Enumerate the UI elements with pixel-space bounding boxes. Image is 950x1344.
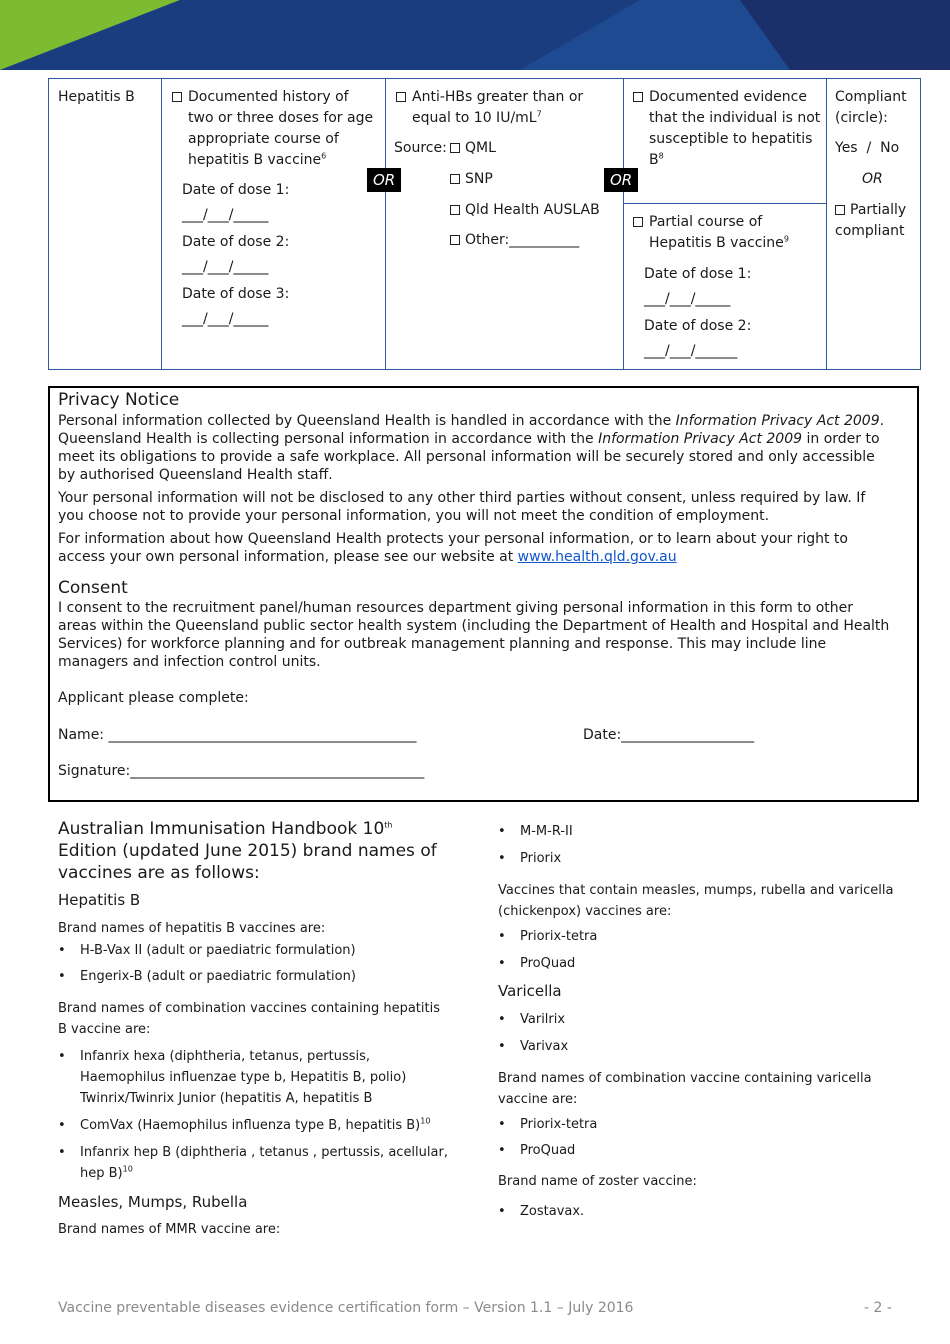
table-divider (385, 79, 386, 369)
list-item: • Infanrix hexa (diphtheria, tetanus, pertussis, Haemophilus influenzae type b, Hepatitis B, polio) Twinrix/Twinrix Junior (hepatitis A, hepatitis B (58, 1046, 448, 1109)
zoster-list (498, 1202, 898, 1221)
varicella-combo-list (498, 1115, 898, 1160)
privacy-text: . Queensland Health is collecting personal information in accordance with the (58, 413, 885, 447)
privacy-text: in order to meet its obligations to provide a safe workplace. All personal information will be securely stored and only accessible by authorised Queensland Health staff. (58, 431, 880, 483)
list-item-text: ComVax (Haemophilus influenza type B, hepatitis B) (80, 1118, 421, 1133)
dose3-label: Date of dose 3: (182, 286, 290, 302)
list-item-ref: 10 (420, 1116, 431, 1126)
footer-text: Vaccine preventable diseases evidence certification form – Version 1.1 – July 2016 (58, 1300, 634, 1316)
mmr-heading: Measles, Mumps, Rubella (58, 1193, 248, 1211)
mmr-intro: Brand names of MMR vaccine are: (58, 1222, 281, 1237)
history-text: Documented history of two or three doses for age appropriate course of hepatitis B vaccine (188, 89, 374, 168)
list-item: • Priorix-tetra (498, 1115, 898, 1134)
combo-intro: Brand names of combination vaccines containing hepatitis B vaccine are: (58, 1001, 441, 1037)
list-item: • Varilrix (498, 1010, 898, 1029)
partial-dose2-date-field[interactable]: ___/___/______ (644, 343, 738, 359)
partial-course-text: Partial course of Hepatitis B vaccine (649, 214, 784, 251)
other-checkbox[interactable] (450, 235, 460, 245)
varicella-list (498, 1010, 898, 1056)
partial-course-option[interactable] (633, 212, 821, 254)
or-label-2: OR (604, 168, 638, 192)
list-item (58, 1142, 448, 1184)
header-banner (0, 0, 950, 70)
date-field[interactable]: Date:___________________ (583, 727, 755, 743)
source-qml[interactable] (450, 138, 496, 159)
table-divider (161, 79, 162, 369)
privacy-paragraph-2: Your personal information will not be disclosed to any other third parties without consent, unless required by law. If you choose not to provide your personal information, you will not meet the condition of employment. (58, 490, 866, 524)
privacy-text: Personal information collected by Queensland Health is handled in accordance with the (58, 413, 676, 429)
partial-course-ref: 9 (783, 234, 789, 244)
source-other[interactable] (450, 230, 579, 251)
dose2-date-field[interactable]: ___/___/_____ (182, 259, 269, 275)
mmrv-intro: Vaccines that contain measles, mumps, rubella and varicella (chickenpox) vaccines are: (498, 883, 894, 919)
hepb-intro: Brand names of hepatitis B vaccines are: (58, 921, 326, 936)
dose1-date-field[interactable]: ___/___/_____ (182, 207, 269, 223)
partial-dose2-label: Date of dose 2: (644, 318, 752, 334)
privacy-paragraph-3 (58, 530, 894, 566)
partial-dose1-label: Date of dose 1: (644, 266, 752, 282)
dose2-label: Date of dose 2: (182, 234, 290, 250)
dose3-date-field[interactable]: ___/___/_____ (182, 311, 269, 327)
history-ref: 6 (321, 151, 327, 161)
mmr-list (498, 822, 898, 868)
act-name: Information Privacy Act 2009 (598, 431, 803, 447)
history-checkbox[interactable] (172, 92, 182, 102)
source-auslab[interactable] (450, 200, 600, 221)
hepb-list (58, 941, 448, 986)
mmrv-list (498, 927, 898, 973)
auslab-checkbox[interactable] (450, 205, 460, 215)
not-susceptible-checkbox[interactable] (633, 92, 643, 102)
partially-compliant-checkbox[interactable] (835, 205, 845, 215)
consent-heading: Consent (58, 578, 128, 598)
health-website-link[interactable]: www.health.qld.gov.au (517, 549, 677, 565)
list-item-text: Infanrix hep B (diphtheria , tetanus , pertussis, acellular, hep B) (80, 1145, 448, 1181)
not-susceptible-option[interactable] (633, 87, 821, 171)
antibody-ref: 7 (536, 109, 542, 119)
list-item: • Priorix-tetra (498, 927, 898, 946)
qml-label: QML (465, 140, 496, 156)
handbook-heading-text: Australian Immunisation Handbook 10 (58, 819, 385, 839)
source-snp[interactable] (450, 169, 493, 190)
handbook-heading (58, 818, 448, 884)
privacy-section (58, 390, 894, 671)
source-label: Source: (394, 140, 447, 156)
list-item (58, 1115, 448, 1136)
other-label[interactable]: Other:__________ (465, 232, 580, 248)
snp-checkbox[interactable] (450, 174, 460, 184)
qml-checkbox[interactable] (450, 143, 460, 153)
dose1-label: Date of dose 1: (182, 182, 290, 198)
row-label: Hepatitis B (58, 89, 135, 105)
or-label-1: OR (367, 168, 401, 192)
privacy-paragraph-1 (58, 412, 894, 484)
not-susceptible-text: Documented evidence that the individual is not susceptible to hepatitis B (649, 89, 821, 168)
partial-course-checkbox[interactable] (633, 217, 643, 227)
list-item: • ProQuad (498, 1141, 898, 1160)
list-item: • H-B-Vax II (adult or paediatric formulation) (58, 941, 448, 960)
history-option[interactable] (172, 87, 377, 171)
combo-list (58, 1046, 448, 1184)
list-item: • M-M-R-II (498, 822, 898, 841)
hepb-heading: Hepatitis B (58, 891, 141, 909)
list-item: • Zostavax. (498, 1202, 898, 1221)
handbook-right-column (498, 822, 898, 1221)
table-divider (623, 79, 624, 369)
list-item: • Varivax (498, 1037, 898, 1056)
varicella-combo-intro: Brand names of combination vaccine containing varicella vaccine are: (498, 1071, 872, 1107)
list-item: • Priorix (498, 849, 898, 868)
page-number: - 2 - (864, 1300, 892, 1316)
zoster-intro: Brand name of zoster vaccine: (498, 1174, 697, 1189)
compliant-or: OR (862, 171, 883, 187)
not-susceptible-ref: 8 (658, 151, 664, 161)
partial-dose1-date-field[interactable]: ___/___/_____ (644, 291, 731, 307)
handbook-heading-sup: th (384, 820, 393, 830)
table-divider (826, 79, 827, 369)
handbook-heading-text: Edition (updated June 2015) brand names of vaccines are as follows: (58, 841, 437, 883)
list-item: • Engerix-B (adult or paediatric formulation) (58, 967, 448, 986)
varicella-heading: Varicella (498, 982, 562, 1000)
act-name: Information Privacy Act 2009 (675, 413, 880, 429)
handbook-left-column (58, 818, 448, 1239)
privacy-text: For information about how Queensland Health protects your personal information, or to learn about your right to access your own personal information, please see our website at (58, 531, 848, 565)
partially-compliant-text: Partially compliant (835, 202, 907, 239)
applicant-instruction: Applicant please complete: (58, 690, 249, 706)
consent-text: I consent to the recruitment panel/human resources department giving personal information in this form to other areas within the Queensland public sector health system (including the Department of Health and Hospital and Health Services) for workforce planning and for outbreak management planning and response. This may include line managers and infection control units. (58, 600, 890, 670)
list-item: • ProQuad (498, 954, 898, 973)
signature-field[interactable]: Signature:__________________________________________ (58, 763, 425, 779)
partially-compliant-option[interactable] (835, 200, 919, 242)
antibody-option[interactable] (396, 87, 611, 129)
antibody-checkbox[interactable] (396, 92, 406, 102)
snp-label: SNP (465, 171, 493, 187)
privacy-heading: Privacy Notice (58, 390, 180, 410)
antibody-text: Anti-HBs greater than or equal to 10 IU/mL (412, 89, 584, 126)
list-item-ref: 10 (122, 1164, 133, 1174)
name-field[interactable]: Name: ____________________________________________ (58, 727, 417, 743)
compliant-label: Compliant (circle): (835, 89, 907, 126)
auslab-label: Qld Health AUSLAB (465, 202, 600, 218)
yes-no-choice[interactable]: Yes / No (835, 140, 900, 156)
table-divider (623, 203, 826, 204)
